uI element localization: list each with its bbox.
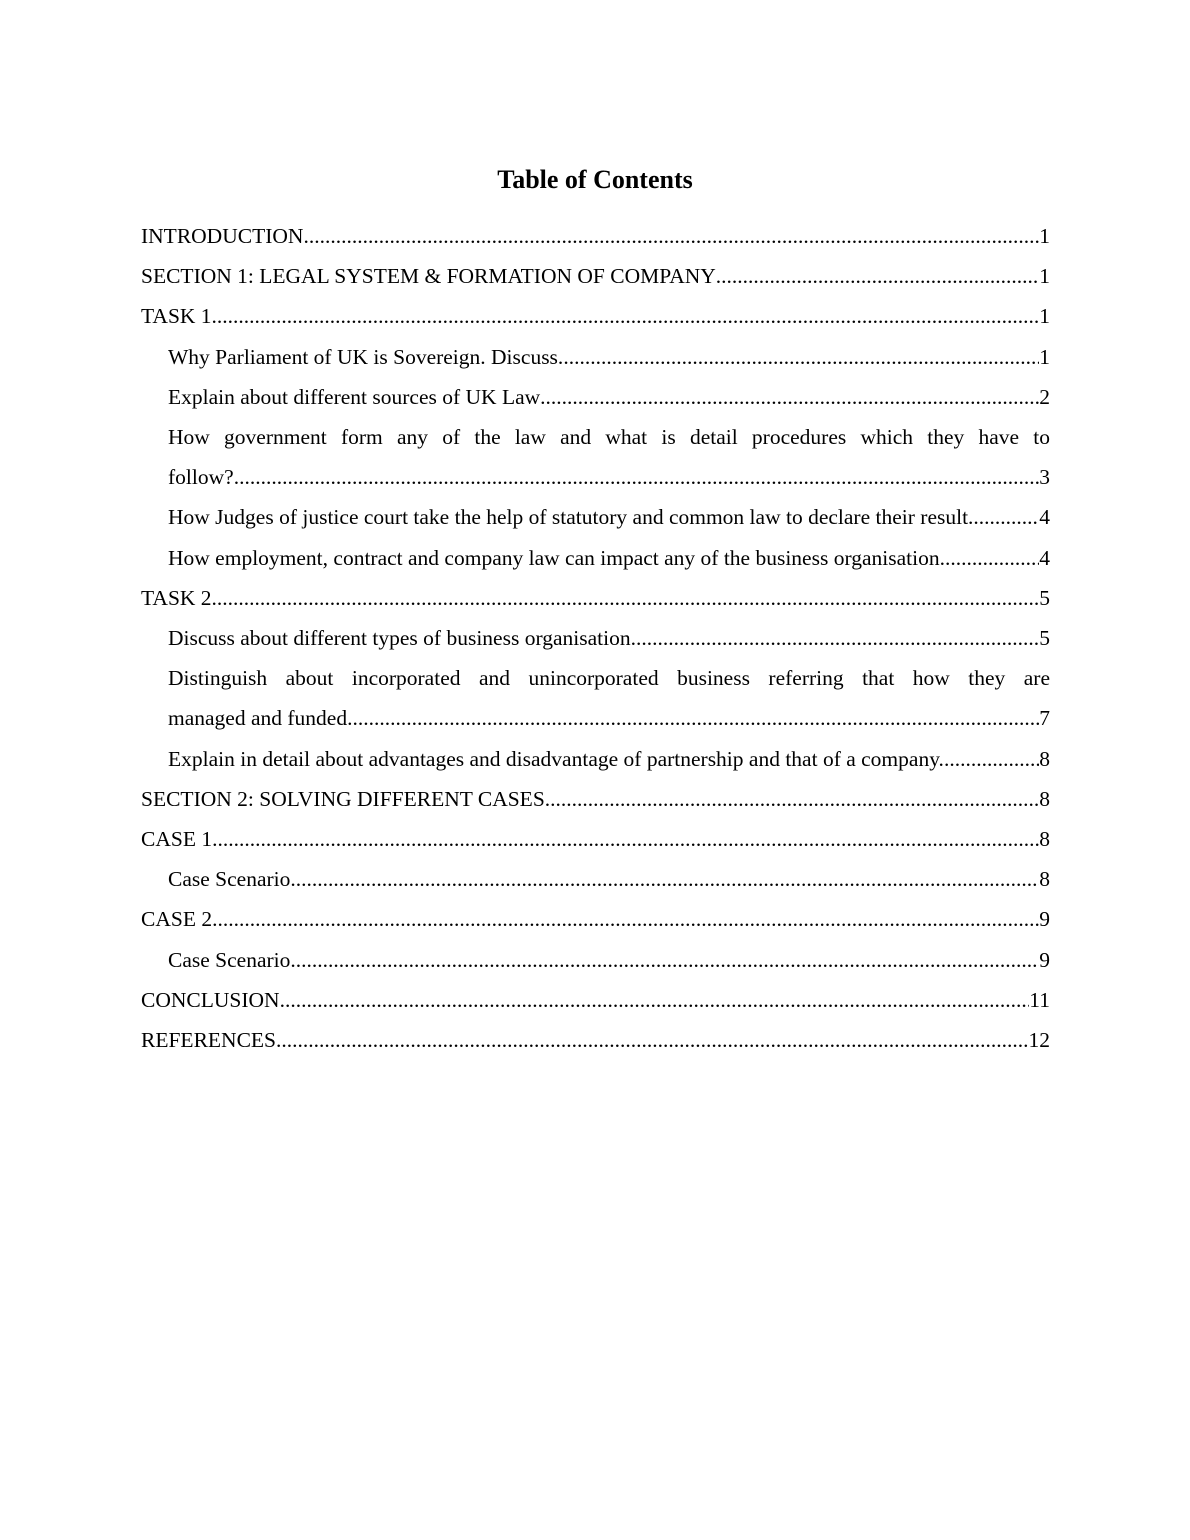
toc-entry-label: INTRODUCTION — [141, 224, 304, 248]
toc-entry-introduction[interactable] — [141, 216, 1050, 256]
toc-entry-label: Case Scenario — [168, 867, 291, 892]
toc-entry-page-number: 8 — [1039, 827, 1050, 852]
toc-entry-case-2-scenario[interactable] — [168, 940, 1050, 980]
dot-leader — [280, 980, 1030, 1020]
toc-title: Table of Contents — [497, 165, 693, 194]
toc-entry-label: CASE 1 — [141, 827, 213, 852]
dot-leader — [540, 377, 1039, 417]
toc-entry-partnership-advantages[interactable] — [168, 739, 1050, 779]
toc-entry-label: SECTION 1: LEGAL SYSTEM & FORMATION OF COMPANY — [141, 264, 716, 289]
toc-entry-page-number: 8 — [1039, 746, 1050, 771]
toc-entry-case-1[interactable] — [141, 819, 1050, 859]
dot-leader — [290, 940, 1039, 980]
toc-entry-page-number: 9 — [1039, 907, 1050, 932]
dot-leader — [234, 457, 1040, 497]
dot-leader — [212, 296, 1040, 336]
toc-entry-section-2[interactable] — [141, 779, 1050, 819]
toc-entry-label-line-1: Distinguish about incorporated and unincorporated business referring that how they are — [168, 666, 1050, 691]
dot-leader — [212, 899, 1039, 939]
toc-entry-label: Explain about different sources of UK Law — [168, 384, 541, 409]
toc-entry-label: SECTION 2: SOLVING DIFFERENT CASES — [141, 786, 545, 811]
toc-entry-page-number: 12 — [1028, 1028, 1050, 1053]
dot-leader — [563, 337, 1039, 377]
toc-entry-page-number: 1 — [1039, 264, 1050, 289]
toc-entry-label: TASK 1 — [141, 304, 212, 329]
toc-list — [141, 216, 1050, 1060]
toc-entry-page-number: 1 — [1039, 224, 1050, 248]
toc-entry-label: REFERENCES — [141, 1028, 276, 1053]
toc-entry-page-number: 8 — [1039, 786, 1050, 811]
toc-entry-government-law-procedure[interactable] — [168, 417, 1050, 497]
toc-entry-references[interactable] — [141, 1020, 1050, 1060]
toc-entry-task-2[interactable] — [141, 578, 1050, 618]
toc-entry-judges-statutory-law[interactable] — [168, 497, 1050, 537]
toc-entry-page-number: 8 — [1039, 867, 1050, 892]
toc-entry-page-number: 3 — [1039, 465, 1050, 490]
toc-entry-incorporated-unincorporated[interactable] — [168, 658, 1050, 738]
toc-entry-page-number: 5 — [1039, 626, 1050, 651]
dot-leader — [968, 497, 1039, 537]
toc-entry-label: How Judges of justice court take the help of statutory and common law to declare their result — [168, 505, 969, 530]
dot-leader — [944, 739, 1039, 779]
toc-entry-page-number: 1 — [1039, 344, 1050, 369]
dot-leader — [212, 819, 1039, 859]
dot-leader — [716, 256, 1039, 296]
toc-entry-label: Why Parliament of UK is Sovereign. Discuss. — [168, 344, 564, 369]
toc-entry-label: Discuss about different types of business organisation — [168, 626, 631, 651]
dot-leader — [276, 1020, 1029, 1060]
toc-entry-page-number: 9 — [1039, 947, 1050, 972]
dot-leader — [303, 216, 1039, 256]
toc-entry-page-number: 7 — [1039, 706, 1050, 731]
toc-entry-label-line-2: follow? — [168, 465, 234, 490]
dot-leader — [212, 578, 1040, 618]
toc-entry-task-1[interactable] — [141, 296, 1050, 336]
toc-entry-conclusion[interactable] — [141, 980, 1050, 1020]
dot-leader — [290, 859, 1039, 899]
toc-entry-employment-contract-law[interactable] — [168, 538, 1050, 578]
toc-entry-business-organisation-types[interactable] — [168, 618, 1050, 658]
toc-entry-page-number: 4 — [1039, 505, 1050, 530]
toc-entry-label: Explain in detail about advantages and disadvantage of partnership and that of a company. — [168, 746, 944, 771]
toc-entry-case-2[interactable] — [141, 899, 1050, 939]
toc-entry-sources-uk-law[interactable] — [168, 377, 1050, 417]
toc-entry-label: Case Scenario — [168, 947, 291, 972]
dot-leader — [945, 538, 1039, 578]
toc-entry-page-number: 5 — [1039, 585, 1050, 610]
toc-entry-label: CASE 2 — [141, 907, 213, 932]
toc-entry-page-number: 4 — [1039, 545, 1050, 570]
toc-entry-label: CONCLUSION — [141, 987, 280, 1012]
toc-entry-page-number: 1 — [1039, 304, 1050, 329]
toc-entry-label-line-1: How government form any of the law and what is detail procedures which they have to — [168, 425, 1050, 450]
toc-entry-section-1[interactable] — [141, 256, 1050, 296]
dot-leader — [352, 698, 1039, 738]
dot-leader — [631, 618, 1040, 658]
toc-entry-parliament-sovereign[interactable] — [168, 337, 1050, 377]
dot-leader — [545, 779, 1039, 819]
toc-entry-case-1-scenario[interactable] — [168, 859, 1050, 899]
toc-entry-page-number: 11 — [1029, 987, 1050, 1012]
toc-entry-label: TASK 2 — [141, 585, 212, 610]
toc-entry-page-number: 2 — [1039, 384, 1050, 409]
toc-entry-label-line-2: managed and funded. — [168, 706, 353, 731]
toc-entry-label: How employment, contract and company law can impact any of the business organisation. — [168, 545, 945, 570]
